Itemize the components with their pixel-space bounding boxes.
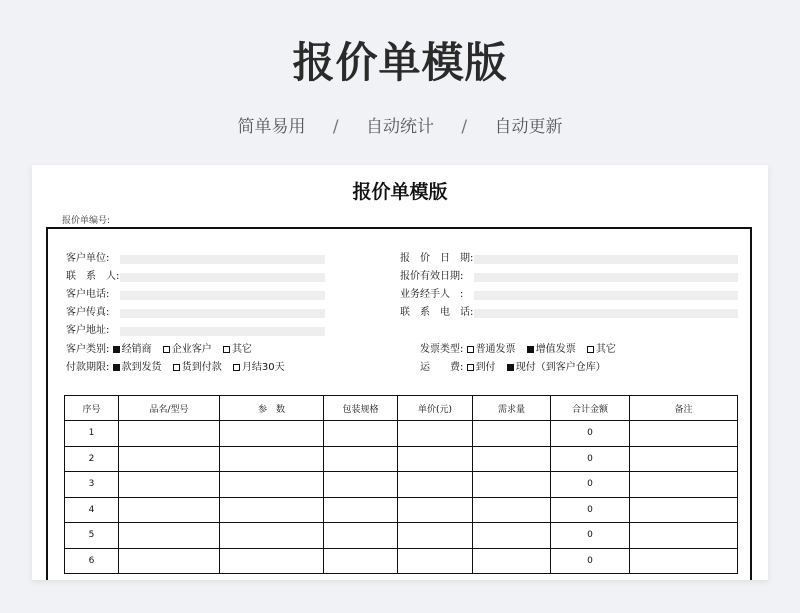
option-vat-invoice[interactable]: 增值发票 xyxy=(527,342,576,358)
table-cell[interactable] xyxy=(398,446,473,472)
table-header-row xyxy=(65,396,738,421)
table-cell[interactable] xyxy=(630,446,738,472)
freight-options xyxy=(420,360,614,376)
table-cell[interactable] xyxy=(220,472,324,498)
column-header-total: 合计金额 xyxy=(551,396,630,421)
table-cell[interactable]: 0 xyxy=(551,497,630,523)
checkbox-icon[interactable] xyxy=(173,364,180,371)
feature-easy: 简单易用 xyxy=(237,117,306,137)
option-dealer[interactable]: 经销商 xyxy=(113,342,152,358)
feature-auto-update: 自动更新 xyxy=(494,117,563,137)
option-enterprise[interactable]: 企业客户 xyxy=(163,342,212,358)
table-cell[interactable]: 1 xyxy=(65,421,119,447)
table-cell[interactable] xyxy=(324,497,398,523)
customer-fax-field[interactable] xyxy=(66,305,328,321)
option-other[interactable]: 其它 xyxy=(587,342,616,358)
table-cell[interactable] xyxy=(398,421,473,447)
input-line[interactable] xyxy=(120,327,325,336)
checkbox-icon[interactable] xyxy=(467,364,474,371)
customer-phone-field[interactable] xyxy=(66,287,328,303)
option-monthly-30[interactable]: 月结30天 xyxy=(233,360,285,376)
table-cell[interactable] xyxy=(119,497,220,523)
quote-form-frame xyxy=(46,227,752,580)
table-cell[interactable] xyxy=(119,446,220,472)
table-cell[interactable] xyxy=(220,548,324,574)
table-row xyxy=(65,548,738,574)
input-line[interactable] xyxy=(474,255,738,264)
customer-address-field[interactable] xyxy=(66,323,328,339)
table-cell[interactable] xyxy=(220,523,324,549)
checkbox-icon[interactable] xyxy=(223,346,230,353)
table-row xyxy=(65,497,738,523)
column-header-params: 参 数 xyxy=(220,396,324,421)
checkbox-icon[interactable] xyxy=(163,346,170,353)
table-cell[interactable] xyxy=(324,446,398,472)
table-cell[interactable]: 3 xyxy=(65,472,119,498)
table-cell[interactable] xyxy=(630,472,738,498)
field-label: 业务经手人 : xyxy=(400,289,464,300)
payment-term-options xyxy=(66,360,293,376)
table-cell[interactable] xyxy=(398,497,473,523)
hero-title: 报价单模版 xyxy=(292,38,508,87)
table-row xyxy=(65,421,738,447)
option-freight-prepaid[interactable]: 现付（到客户仓库） xyxy=(507,360,606,376)
feature-separator: / xyxy=(461,117,468,137)
table-cell[interactable] xyxy=(398,523,473,549)
table-cell[interactable] xyxy=(473,421,551,447)
checkbox-checked-icon[interactable] xyxy=(113,346,120,353)
field-label: 客户传真: xyxy=(66,307,110,318)
input-line[interactable] xyxy=(120,291,325,300)
table-cell[interactable]: 4 xyxy=(65,497,119,523)
field-label: 报 价 日 期: xyxy=(400,253,474,264)
table-row xyxy=(65,472,738,498)
option-pay-before-ship[interactable]: 款到发货 xyxy=(113,360,162,376)
items-table xyxy=(64,395,738,574)
checkbox-checked-icon[interactable] xyxy=(113,364,120,371)
feature-auto-stats: 自动统计 xyxy=(366,117,434,137)
option-freight-collect[interactable]: 到付 xyxy=(467,360,496,376)
table-cell[interactable] xyxy=(119,548,220,574)
table-cell[interactable] xyxy=(473,446,551,472)
table-cell[interactable] xyxy=(473,472,551,498)
option-group-label: 客户类别: xyxy=(66,344,110,355)
input-line[interactable] xyxy=(474,273,738,282)
checkbox-icon[interactable] xyxy=(233,364,240,371)
input-line[interactable] xyxy=(120,255,325,264)
field-label: 客户电话: xyxy=(66,289,110,300)
table-cell[interactable]: 0 xyxy=(551,548,630,574)
quote-number-label: 报价单编号: xyxy=(62,216,111,226)
column-header-unit-price: 单价(元) xyxy=(398,396,473,421)
invoice-type-options xyxy=(420,342,624,358)
table-cell[interactable] xyxy=(630,421,738,447)
column-header-index: 序号 xyxy=(65,396,119,421)
column-header-package: 包装规格 xyxy=(324,396,398,421)
table-cell[interactable]: 0 xyxy=(551,446,630,472)
field-label: 客户单位: xyxy=(66,253,110,264)
table-cell[interactable] xyxy=(324,421,398,447)
table-cell[interactable]: 2 xyxy=(65,446,119,472)
customer-type-options xyxy=(66,342,260,358)
table-cell[interactable]: 0 xyxy=(551,421,630,447)
table-cell[interactable] xyxy=(119,421,220,447)
checkbox-checked-icon[interactable] xyxy=(507,364,514,371)
table-cell[interactable]: 0 xyxy=(551,472,630,498)
table-cell[interactable] xyxy=(324,472,398,498)
table-cell[interactable]: 0 xyxy=(551,523,630,549)
quote-date-field[interactable] xyxy=(400,251,740,267)
field-label: 客户地址: xyxy=(66,325,110,336)
option-other[interactable]: 其它 xyxy=(223,342,252,358)
feature-separator: / xyxy=(332,117,339,137)
table-cell[interactable] xyxy=(220,446,324,472)
table-cell[interactable] xyxy=(119,523,220,549)
option-group-label: 运 费: xyxy=(420,362,464,373)
table-cell[interactable]: 5 xyxy=(65,523,119,549)
table-cell[interactable] xyxy=(324,548,398,574)
table-cell[interactable] xyxy=(398,472,473,498)
column-header-quantity: 需求量 xyxy=(473,396,551,421)
checkbox-icon[interactable] xyxy=(587,346,594,353)
option-normal-invoice[interactable]: 普通发票 xyxy=(467,342,516,358)
table-row xyxy=(65,523,738,549)
quote-sheet-preview xyxy=(32,165,768,580)
sales-agent-field[interactable] xyxy=(400,287,740,303)
option-group-label: 付款期限: xyxy=(66,362,110,373)
table-row xyxy=(65,446,738,472)
table-cell[interactable] xyxy=(630,523,738,549)
checkbox-icon[interactable] xyxy=(467,346,474,353)
input-line[interactable] xyxy=(474,291,738,300)
table-cell[interactable] xyxy=(473,548,551,574)
sheet-title: 报价单模版 xyxy=(352,181,448,203)
input-line[interactable] xyxy=(474,309,738,318)
field-label: 联 系 电 话: xyxy=(400,307,474,318)
table-cell[interactable] xyxy=(220,497,324,523)
contact-phone-field[interactable] xyxy=(400,305,740,321)
customer-company-field[interactable] xyxy=(66,251,328,267)
column-header-product: 品名/型号 xyxy=(119,396,220,421)
option-group-label: 发票类型: xyxy=(420,344,464,355)
field-label: 联 系 人: xyxy=(66,271,120,282)
table-cell[interactable] xyxy=(398,548,473,574)
field-label: 报价有效日期: xyxy=(400,271,464,282)
table-cell[interactable] xyxy=(119,472,220,498)
hero-feature-list xyxy=(0,112,800,137)
contact-person-field[interactable] xyxy=(66,269,328,285)
input-line[interactable] xyxy=(120,309,325,318)
table-cell[interactable] xyxy=(473,497,551,523)
checkbox-checked-icon[interactable] xyxy=(527,346,534,353)
table-cell[interactable] xyxy=(220,421,324,447)
input-line[interactable] xyxy=(120,273,325,282)
table-cell[interactable] xyxy=(630,497,738,523)
option-cash-on-delivery[interactable]: 货到付款 xyxy=(173,360,222,376)
table-cell[interactable] xyxy=(324,523,398,549)
table-cell[interactable]: 6 xyxy=(65,548,119,574)
table-cell[interactable] xyxy=(630,548,738,574)
table-cell[interactable] xyxy=(473,523,551,549)
quote-valid-date-field[interactable] xyxy=(400,269,740,285)
column-header-remark: 备注 xyxy=(630,396,738,421)
